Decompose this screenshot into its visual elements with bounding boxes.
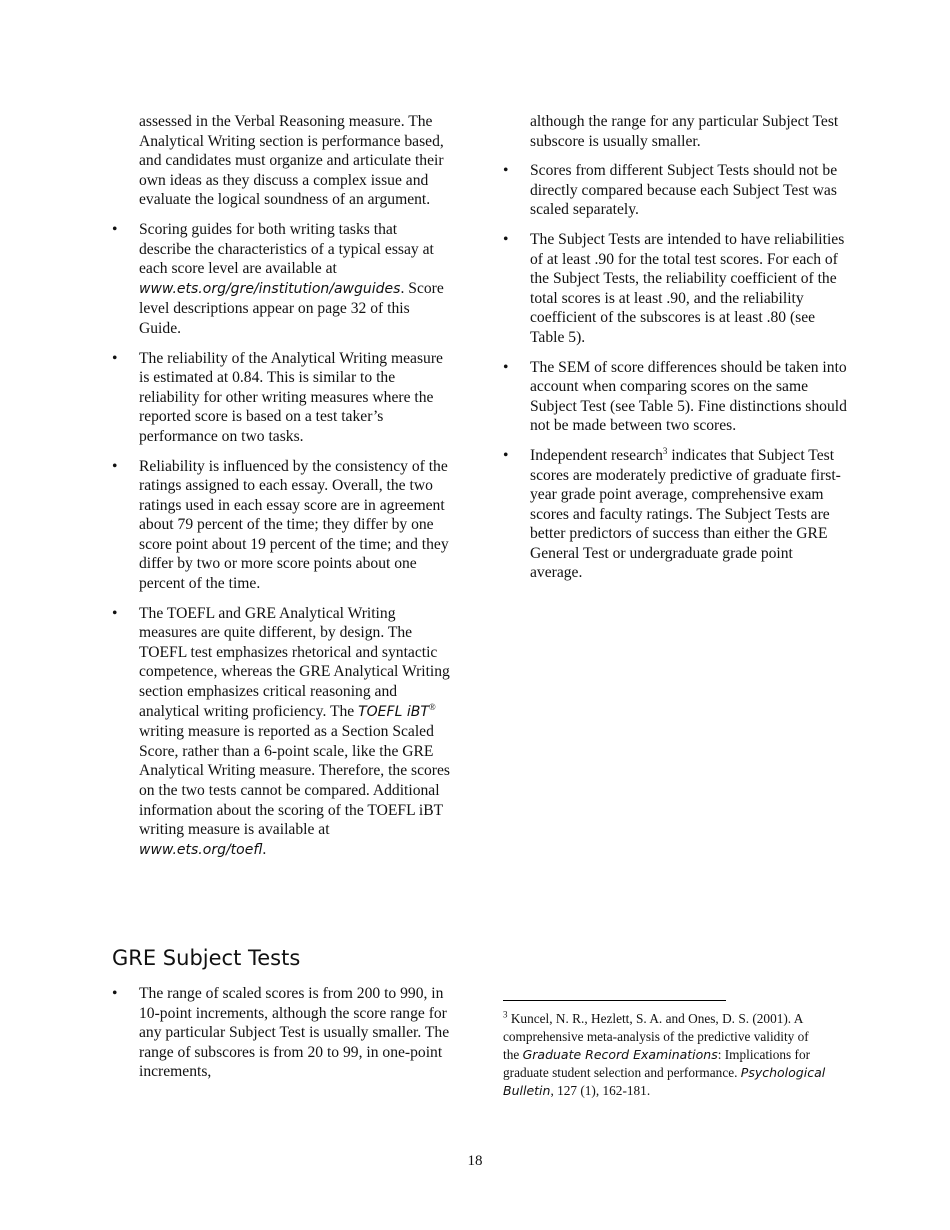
bullet-dot: • [503, 358, 509, 376]
toefl-ibt-brand: TOEFL iBT [358, 703, 429, 720]
footnote-ref[interactable]: 3 [662, 445, 668, 456]
bullet-toefl: • The TOEFL and GRE Analytical Writing measures are quite different, by design. The TOEFL test emphasizes rhetorical and syntactic competence, whereas the GRE Analytical Writing section emphasizes critical reasoning and analytical writing proficiency. The TOEFL iBT® writing measure is reported as a Section Scaled Score, rather than a 6-point scale, like the GRE Analytical Writing measure. Therefore, the scores on the two tests cannot be compared. Additional information about the scoring of the TOEFL iBT writing measure is available at www.ets.org/toefl. [112, 604, 450, 858]
bullet-dot: • [503, 162, 509, 180]
journal-title-gre: Graduate Record Examinations [522, 1047, 718, 1062]
left-column [112, 112, 452, 870]
bullet-consistency: • Reliability is influenced by the consistency of the ratings assigned to each essay. Overall, the two ratings used in each essay score are in agreement about 79 percent of the time; they differ by one score point about 19 percent of the time; and they differ by two or more score points about one percent of the time. [112, 457, 449, 593]
bullet-dot: • [112, 604, 118, 622]
bullet-dot: • [503, 230, 509, 248]
right-column [503, 112, 848, 593]
footnote-number: 3 [503, 1009, 508, 1020]
footnote-divider [503, 1000, 726, 1001]
toefl-link[interactable]: www.ets.org/toefl [139, 841, 263, 858]
bullet-dot: • [112, 349, 118, 367]
bullet-compare: • Scores from different Subject Tests should not be directly compared because each Subject Test was scaled separately. [503, 162, 838, 219]
intro-paragraph: assessed in the Verbal Reasoning measure. The Analytical Writing section is performance based, and candidates must organize and articulate their own ideas as they discuss a complex issue and evaluate the logical soundness of an argument. [139, 113, 444, 209]
bullet-research: • Independent research$^3$ indicates that Subject Test scores are moderately predictive of graduate first-year grade point average, comprehensive exam scores and faculty ratings. The Subject Tests are better predictors of success than either the GRE General Test or undergraduate grade point average. [503, 445, 841, 582]
subject-tests-list [112, 984, 452, 1092]
continuation-paragraph: although the range for any particular Subject Test subscore is usually smaller. [530, 113, 839, 150]
footnote: $^3$ Kuncel, N. R., Hezlett, S. A. and Ones, D. S. (2001). A comprehensive meta-analysis of the predictive validity of the Graduate Record Examinations: Implications for graduate student selection and performance. Psychological Bulletin, 127 (1), 162-181. [503, 1009, 826, 1098]
bullet-dot: • [112, 457, 118, 475]
bullet-reliabilities: • The Subject Tests are intended to have reliabilities of at least .90 for the total test scores. For each of the Subject Tests, the reliability coefficient of the total scores is at least .90, and the reliability coefficient of the subscores is at least .80 (see Table 5). [503, 230, 845, 346]
registered-mark: ® [428, 701, 436, 712]
bullet-reliability: • The reliability of the Analytical Writing measure is estimated at 0.84. This is similar to the reliability for other writing measures where the reported score is based on a test taker’s performance on two tasks. [112, 349, 443, 445]
page-number: 18 [467, 1153, 483, 1169]
bullet-dot: • [112, 985, 118, 1002]
bullet-scoring-guides: • Scoring guides for both writing tasks that describe the characteristics of a typical essay at each score level are available at www.ets.org/gre/institution/awguides. Score level descriptions appear on page 32 of this Guide. [112, 220, 444, 337]
journal-name: Psychological Bulletin [503, 1065, 826, 1098]
bullet-dot: • [112, 220, 118, 238]
bullet-dot: • [503, 446, 509, 464]
section-heading: GRE Subject Tests [112, 946, 301, 970]
bullet-score-range: • The range of scaled scores is from 200 to 990, in 10-point increments, although the score range for any particular Subject Test is usually smaller. The range of subscores is from 20 to 99, in one-point increments, [112, 985, 450, 1081]
awguides-link[interactable]: www.ets.org/gre/institution/awguides [139, 280, 401, 297]
bullet-sem: • The SEM of score differences should be taken into account when comparing scores on the same Subject Test (see Table 5). Fine distinctions should not be made between two scores. [503, 358, 847, 435]
